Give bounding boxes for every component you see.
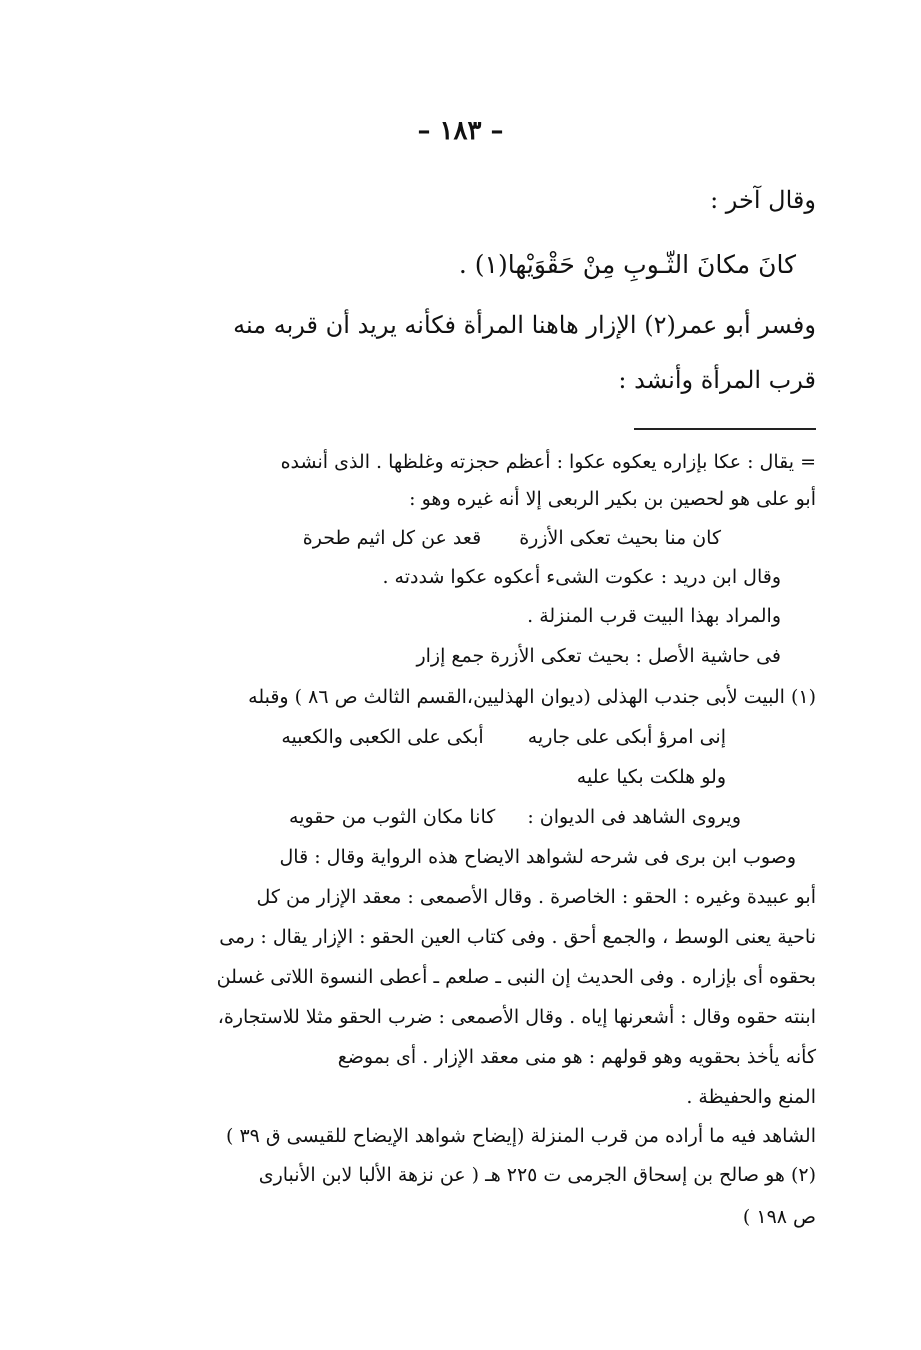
verse-2-first-hemistich: إنى امرؤ أبكى على جاريه: [527, 726, 726, 748]
footnote-line-i: أبو عبيدة وغيره : الحقو : الخاصرة . وقال الأصمعى : معقد الإزار من كل: [256, 886, 816, 908]
footnote-line-a: = يقال : عكا بإزاره يعكوه عكوا : أعظم حجزته وغلظها . الذى أنشده: [280, 451, 816, 473]
footnote-line-h: وصوب ابن برى فى شرحه لشواهد الايضاح هذه الرواية وقال : قال: [279, 846, 796, 868]
footnote-line-b: أبو على هو لحصين بن بكير الربعى إلا أنه غيره وهو :: [409, 488, 816, 510]
verse-2: [281, 726, 726, 748]
footnote-line-g: [289, 806, 741, 828]
footnote-line-j: ناحية يعنى الوسط ، والجمع أحق . وفى كتاب العين الحقو : الإزار يقال : رمى: [219, 926, 816, 948]
line-g-label: ويروى الشاهد فى الديوان :: [527, 806, 741, 828]
verse-line: كانَ مكانَ الثّـوبِ مِنْ حَقْوَيْها(١) .: [458, 250, 796, 279]
footnote-line-q: ص ١٩٨ ): [742, 1206, 816, 1228]
footnote-line-k: بحقوه أى بإزاره . وفى الحديث إن النبى ـ صلعم ـ أعطى النسوة اللاتى غسلن: [216, 966, 816, 988]
body-line-2: قرب المرأة وأنشد :: [618, 366, 816, 394]
footnote-line-n: المنع والحفيظة .: [686, 1086, 816, 1108]
verse-1: [303, 527, 721, 549]
footnote-line-c: وقال ابن دريد : عكوت الشىء أعكوه عكوا شددته .: [382, 566, 781, 588]
body-line-1: وفسر أبو عمر(٢) الإزار هاهنا المرأة فكأنه يريد أن قربه منه: [233, 311, 816, 339]
page-number: – ١٨٣ –: [417, 116, 504, 146]
verse-1-second-hemistich: قعد عن كل اثيم طحرة: [302, 527, 482, 549]
footnote-line-d: والمراد بهذا البيت قرب المنزلة .: [527, 605, 781, 627]
footnote-separator: [634, 428, 816, 430]
verse-2-second-hemistich: أبكى على الكعبى والكعبيه: [281, 726, 484, 748]
verse-1-first-hemistich: كان منا بحيث تعكى الأزرة: [519, 527, 721, 549]
verse-3: ولو هلكت بكيا عليه: [576, 766, 726, 788]
footnote-line-f: (١) البيت لأبى جندب الهذلى (ديوان الهذليين،القسم الثالث ص ٨٦ ) وقبله: [248, 686, 816, 708]
footnote-line-l: ابنته حقوه وقال : أشعرنها إياه . وقال الأصمعى : ضرب الحقو مثلا للاستجارة،: [217, 1006, 816, 1028]
footnote-line-p: (٢) هو صالح بن إسحاق الجرمى ت ٢٢٥ هـ ( عن نزهة الألبا لابن الأنبارى: [258, 1164, 816, 1186]
line-g-verse: كانا مكان الثوب من حقويه: [289, 806, 496, 828]
footnote-line-e: فى حاشية الأصل : بحيث تعكى الأزرة جمع إزار: [416, 645, 781, 667]
intro-line: وقال آخر :: [710, 186, 816, 214]
footnote-line-o: الشاهد فيه ما أراده من قرب المنزلة (إيضاح شواهد الإيضاح للقيسى ق ٣٩ ): [225, 1125, 816, 1147]
footnote-line-m: كأنه يأخذ بحقويه وهو قولهم : هو منى معقد الإزار . أى بموضع: [337, 1046, 816, 1068]
